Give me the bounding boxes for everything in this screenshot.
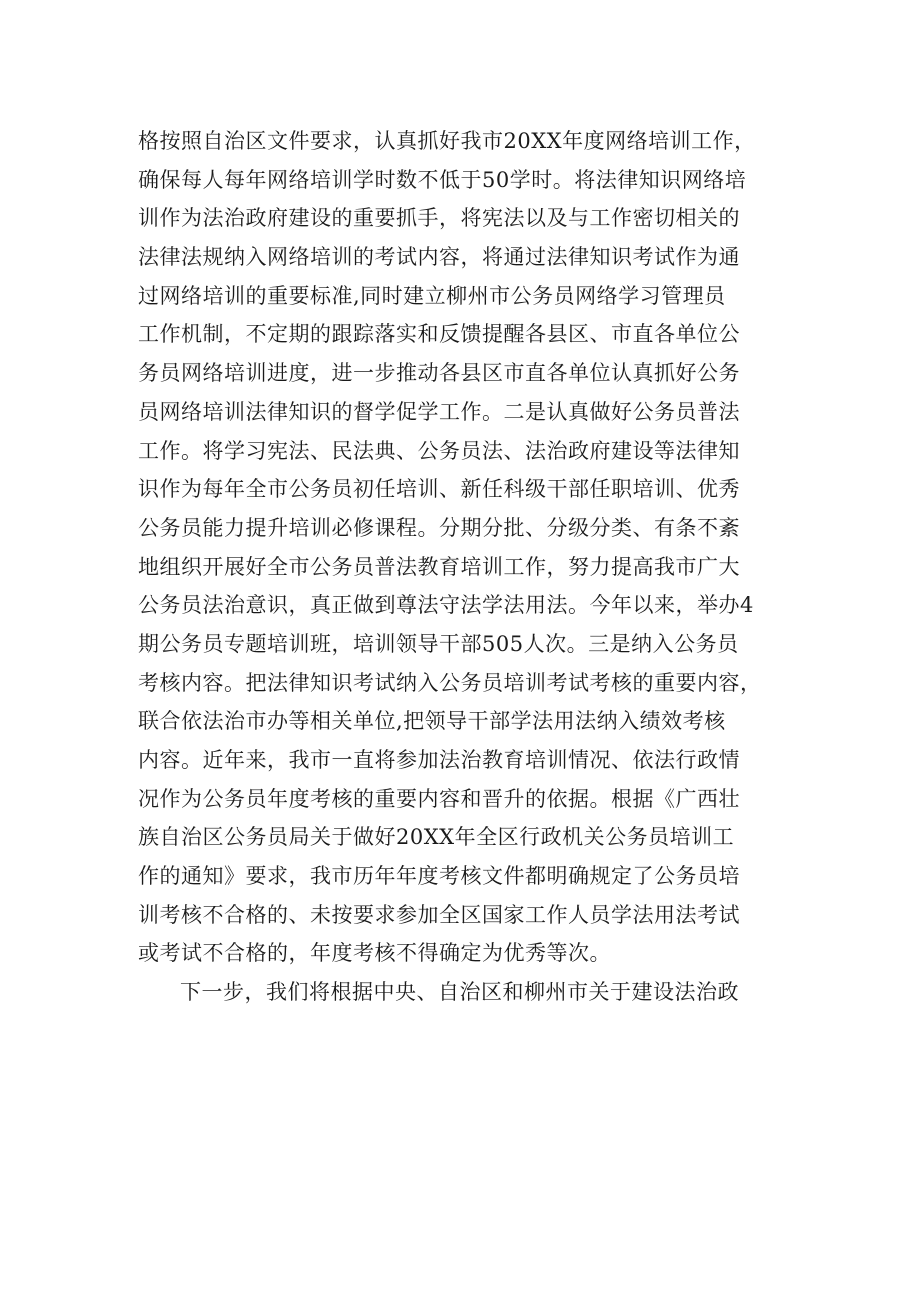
text-line: 况作为公务员年度考核的重要内容和晋升的依据。根据《广西壮 <box>138 786 740 811</box>
text-line: 下一步，我们将根据中央、自治区和柳州市关于建设法治政 <box>180 980 739 1005</box>
text-line: 员网络培训法律知识的督学促学工作。二是认真做好公务员普法 <box>138 399 740 424</box>
text-line: 识作为每年全市公务员初任培训、新任科级干部任职培训、优秀 <box>138 477 740 502</box>
text-line: 作的通知》要求，我市历年年度考核文件都明确规定了公务员培 <box>138 864 740 889</box>
text-line: 族自治区公务员局关于做好20XX年全区行政机关公务员培训工 <box>138 825 735 850</box>
text-line: 法律法规纳入网络培训的考试内容，将通过法律知识考试作为通 <box>138 245 740 270</box>
paragraph-1 <box>138 122 798 973</box>
text-line: 地组织开展好全市公务员普法教育培训工作，努力提高我市广大 <box>138 554 740 579</box>
text-line: 过网络培训的重要标准,同时建立柳州市公务员网络学习管理员 <box>138 283 726 308</box>
text-line: 工作。将学习宪法、民法典、公务员法、法治政府建设等法律知 <box>138 438 740 463</box>
text-line: 格按照自治区文件要求，认真抓好我市20XX年度网络培训工作， <box>138 129 756 153</box>
text-line: 训作为法治政府建设的重要抓手，将宪法以及与工作密切相关的 <box>138 206 740 231</box>
text-line: 务员网络培训进度，进一步推动各县区市直各单位认真抓好公务 <box>138 361 740 386</box>
text-line: 训考核不合格的、未按要求参加全区国家工作人员学法用法考试 <box>138 902 740 927</box>
text-line: 公务员能力提升培训必修课程。分期分批、分级分类、有条不紊 <box>138 515 740 540</box>
text-line: 确保每人每年网络培训学时数不低于50学时。将法律知识网络培 <box>138 167 747 192</box>
text-line: 考核内容。把法律知识考试纳入公务员培训考试考核的重要内容， <box>138 670 762 695</box>
text-line: 联合依法治市办等相关单位,把领导干部学法用法纳入绩效考核 <box>138 709 726 734</box>
text-line: 或考试不合格的，年度考核不得确定为优秀等次。 <box>138 941 611 966</box>
text-line: 工作机制，不定期的跟踪落实和反馈提醒各县区、市直各单位公 <box>138 322 740 347</box>
text-line: 期公务员专题培训班，培训领导干部505人次。三是纳入公务员 <box>138 631 739 656</box>
paragraph-2 <box>138 973 798 1012</box>
text-line: 内容。近年来，我市一直将参加法治教育培训情况、依法行政情 <box>138 748 740 772</box>
text-line: 公务员法治意识，真正做到尊法守法学法用法。今年以来，举办4 <box>138 593 754 618</box>
body-text <box>138 122 798 1012</box>
